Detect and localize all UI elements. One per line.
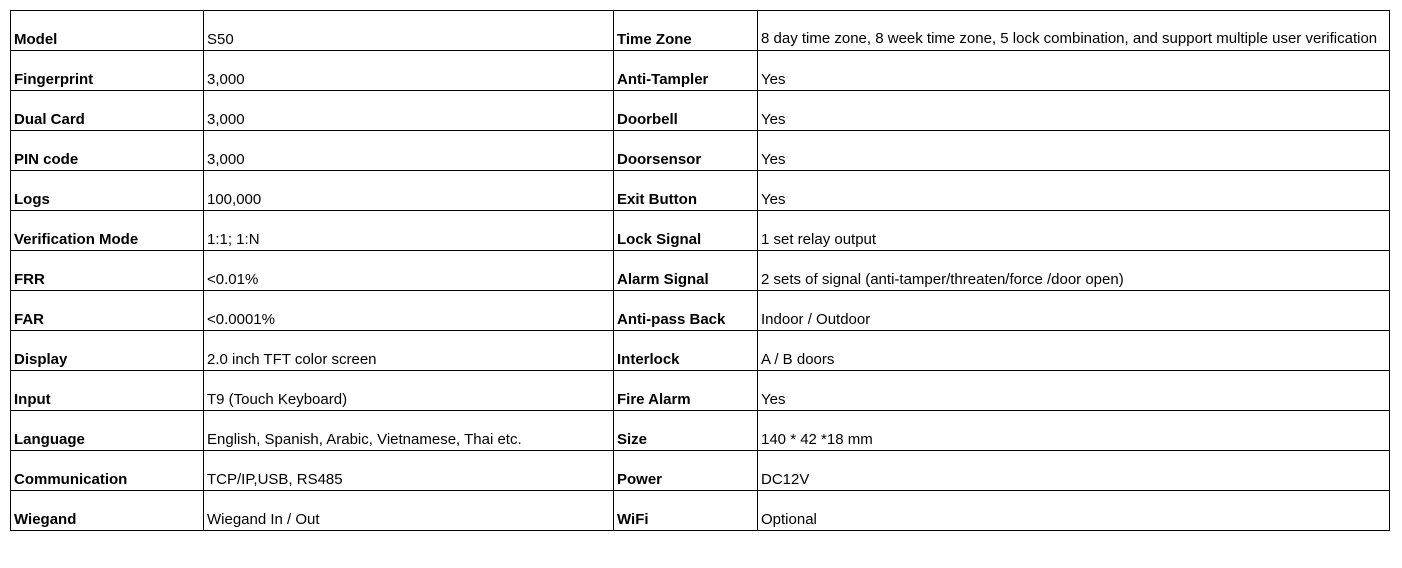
left-value-cell: 3,000 (204, 131, 614, 171)
left-value-cell: 1:1; 1:N (204, 211, 614, 251)
left-value-cell: 2.0 inch TFT color screen (204, 331, 614, 371)
table-row (11, 131, 1390, 171)
right-value-cell: DC12V (758, 451, 1390, 491)
right-label-cell: Power (614, 451, 758, 491)
right-label-cell: Alarm Signal (614, 251, 758, 291)
right-value-cell: Yes (758, 51, 1390, 91)
left-label-cell: Input (11, 371, 204, 411)
table-row (11, 251, 1390, 291)
left-value-cell: <0.0001% (204, 291, 614, 331)
right-value-cell: 2 sets of signal (anti-tamper/threaten/force /door open) (758, 251, 1390, 291)
left-value-cell: 3,000 (204, 91, 614, 131)
table-row (11, 211, 1390, 251)
left-value-cell: TCP/IP,USB, RS485 (204, 451, 614, 491)
left-label-cell: Language (11, 411, 204, 451)
right-label-cell: Time Zone (614, 11, 758, 51)
right-label-cell: Anti-pass Back (614, 291, 758, 331)
left-value-cell: S50 (204, 11, 614, 51)
left-label-cell: Logs (11, 171, 204, 211)
table-row (11, 91, 1390, 131)
left-label-cell: Display (11, 331, 204, 371)
table-row (11, 51, 1390, 91)
right-value-cell: Yes (758, 171, 1390, 211)
right-value-cell: Optional (758, 491, 1390, 531)
right-label-cell: Size (614, 411, 758, 451)
left-value-cell: 100,000 (204, 171, 614, 211)
right-label-cell: Doorsensor (614, 131, 758, 171)
table-row (11, 371, 1390, 411)
left-value-cell: 3,000 (204, 51, 614, 91)
right-value-cell: Yes (758, 371, 1390, 411)
left-value-cell: T9 (Touch Keyboard) (204, 371, 614, 411)
left-label-cell: Verification Mode (11, 211, 204, 251)
right-label-cell: Lock Signal (614, 211, 758, 251)
right-value-cell: Yes (758, 91, 1390, 131)
left-value-cell: <0.01% (204, 251, 614, 291)
table-row (11, 491, 1390, 531)
right-label-cell: WiFi (614, 491, 758, 531)
spec-table (10, 10, 1390, 531)
right-label-cell: Fire Alarm (614, 371, 758, 411)
table-row (11, 331, 1390, 371)
right-value-cell: A / B doors (758, 331, 1390, 371)
table-row (11, 411, 1390, 451)
table-row (11, 451, 1390, 491)
right-label-cell: Anti-Tampler (614, 51, 758, 91)
right-label-cell: Interlock (614, 331, 758, 371)
right-value-cell: 1 set relay output (758, 211, 1390, 251)
left-label-cell: Communication (11, 451, 204, 491)
left-label-cell: PIN code (11, 131, 204, 171)
table-row (11, 291, 1390, 331)
left-label-cell: FRR (11, 251, 204, 291)
table-row (11, 171, 1390, 211)
right-value-cell: Indoor / Outdoor (758, 291, 1390, 331)
left-value-cell: English, Spanish, Arabic, Vietnamese, Thai etc. (204, 411, 614, 451)
left-label-cell: FAR (11, 291, 204, 331)
left-label-cell: Wiegand (11, 491, 204, 531)
table-row (11, 11, 1390, 51)
right-value-cell: 140 * 42 *18 mm (758, 411, 1390, 451)
right-value-cell: Yes (758, 131, 1390, 171)
left-label-cell: Model (11, 11, 204, 51)
left-label-cell: Fingerprint (11, 51, 204, 91)
right-label-cell: Doorbell (614, 91, 758, 131)
left-value-cell: Wiegand In / Out (204, 491, 614, 531)
left-label-cell: Dual Card (11, 91, 204, 131)
right-value-cell: 8 day time zone, 8 week time zone, 5 lock combination, and support multiple user verification (758, 11, 1390, 51)
right-label-cell: Exit Button (614, 171, 758, 211)
spec-table-body (11, 11, 1390, 531)
